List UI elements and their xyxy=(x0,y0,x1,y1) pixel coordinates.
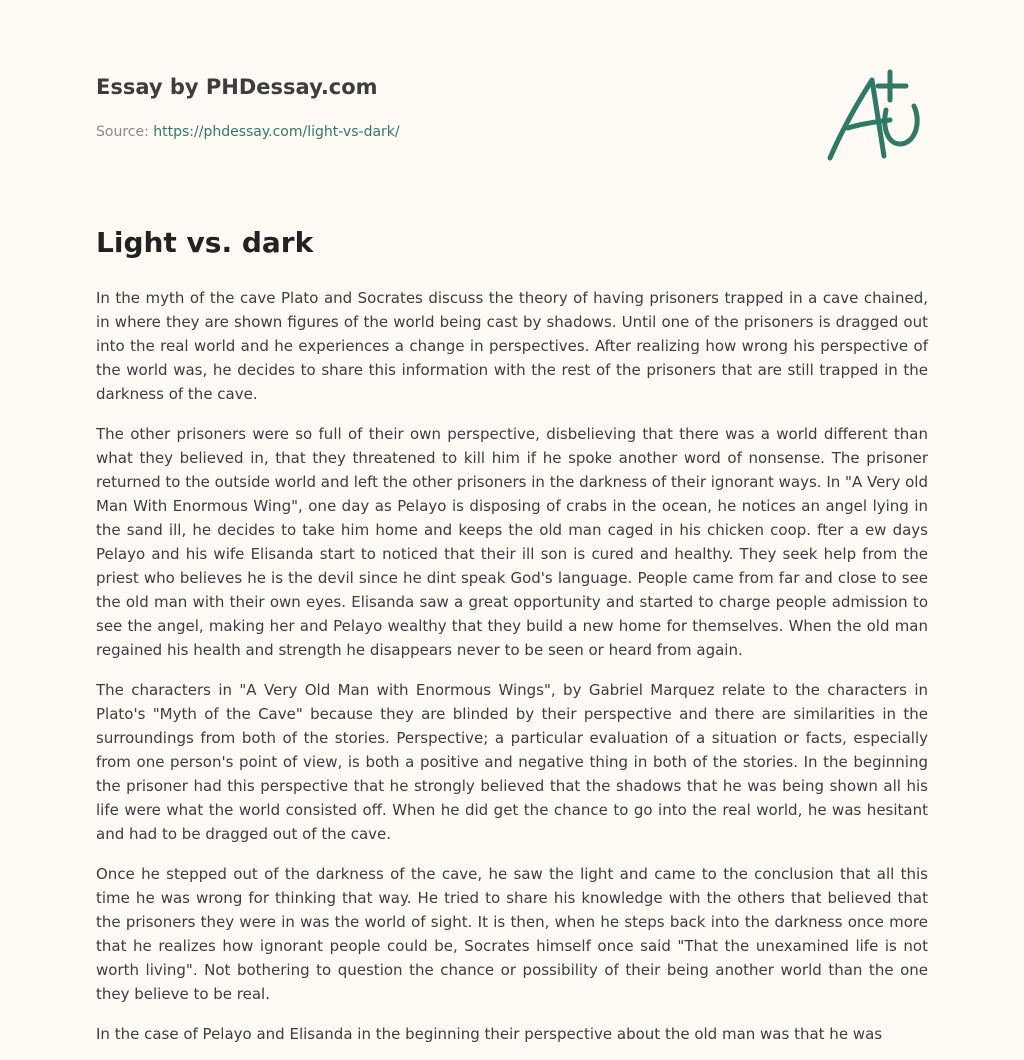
site-brand: Essay by PHDessay.com xyxy=(96,75,378,99)
header xyxy=(96,0,928,180)
source-link[interactable]: https://phdessay.com/light-vs-dark/ xyxy=(153,124,400,140)
source-line xyxy=(96,124,400,140)
essay-paragraph: In the case of Pelayo and Elisanda in the beginning their perspective about the old man was that he was xyxy=(96,1024,883,1043)
essay-body xyxy=(96,286,928,1046)
essay-paragraph: The characters in "A Very Old Man with Enormous Wings", by Gabriel Marquez relate to the characters in Plato's "Myth of the Cave" because they are blinded by their perspective and there are similarities in the surroundings from both of the stories. Perspective; a particular evaluation of a situation or facts, especially from one person's point of view, is both a positive and negative thing in both of the stories. In the beginning the prisoner had this perspective that he strongly believed that the shadows that he was being shown all his life were what the world consisted off. When he did get the chance to go into the real world, he was hesitant and had to be dragged out of the cave. xyxy=(96,680,928,843)
source-label: Source: xyxy=(96,124,154,140)
essay-paragraph: Once he stepped out of the darkness of the cave, he saw the light and came to the conclusion that all this time he was wrong for thinking that way. He tried to share his knowledge with the others that believed that the prisoners they were in was the world of sight. It is then, when he steps back into the darkness once more that he realizes how ignorant people could be, Socrates himself once said "That the unexamined life is not worth living". Not bothering to question the chance or possibility of their being another world than the one they believe to be real. xyxy=(96,864,928,1003)
a-plus-logo-icon xyxy=(824,66,929,166)
essay-paragraph: In the myth of the cave Plato and Socrates discuss the theory of having prisoners trapped in a cave chained, in where they are shown figures of the world being cast by shadows. Until one of the prisoners is dragged out into the real world and he experiences a change in perspectives. After realizing how wrong his perspective of the world was, he decides to share this information with the rest of the prisoners that are still trapped in the darkness of the cave. xyxy=(96,288,928,403)
essay-paragraph: The other prisoners were so full of their own perspective, disbelieving that there was a world different than what they believed in, that they threatened to kill him if he spoke another word of nonsense. The prisoner returned to the outside world and left the other prisoners in the darkness of their ignorant ways. In "A Very old Man With Enormous Wing", one day as Pelayo is disposing of crabs in the ocean, he notices an angel lying in the sand ill, he decides to take him home and keeps the old man caged in his chicken coop. fter a ew days Pelayo and his wife Elisanda start to noticed that their ill son is cured and healthy. They seek help from the priest who believes he is the devil since he dint speak God's language. People came from far and close to see the old man with their own eyes. Elisanda saw a great opportunity and started to charge people admission to see the angel, making her and Pelayo wealthy that they build a new home for themselves. When the old man regained his health and strength he disappears never to be seen or heard from again. xyxy=(96,424,928,659)
essay-title: Light vs. dark xyxy=(96,226,314,259)
